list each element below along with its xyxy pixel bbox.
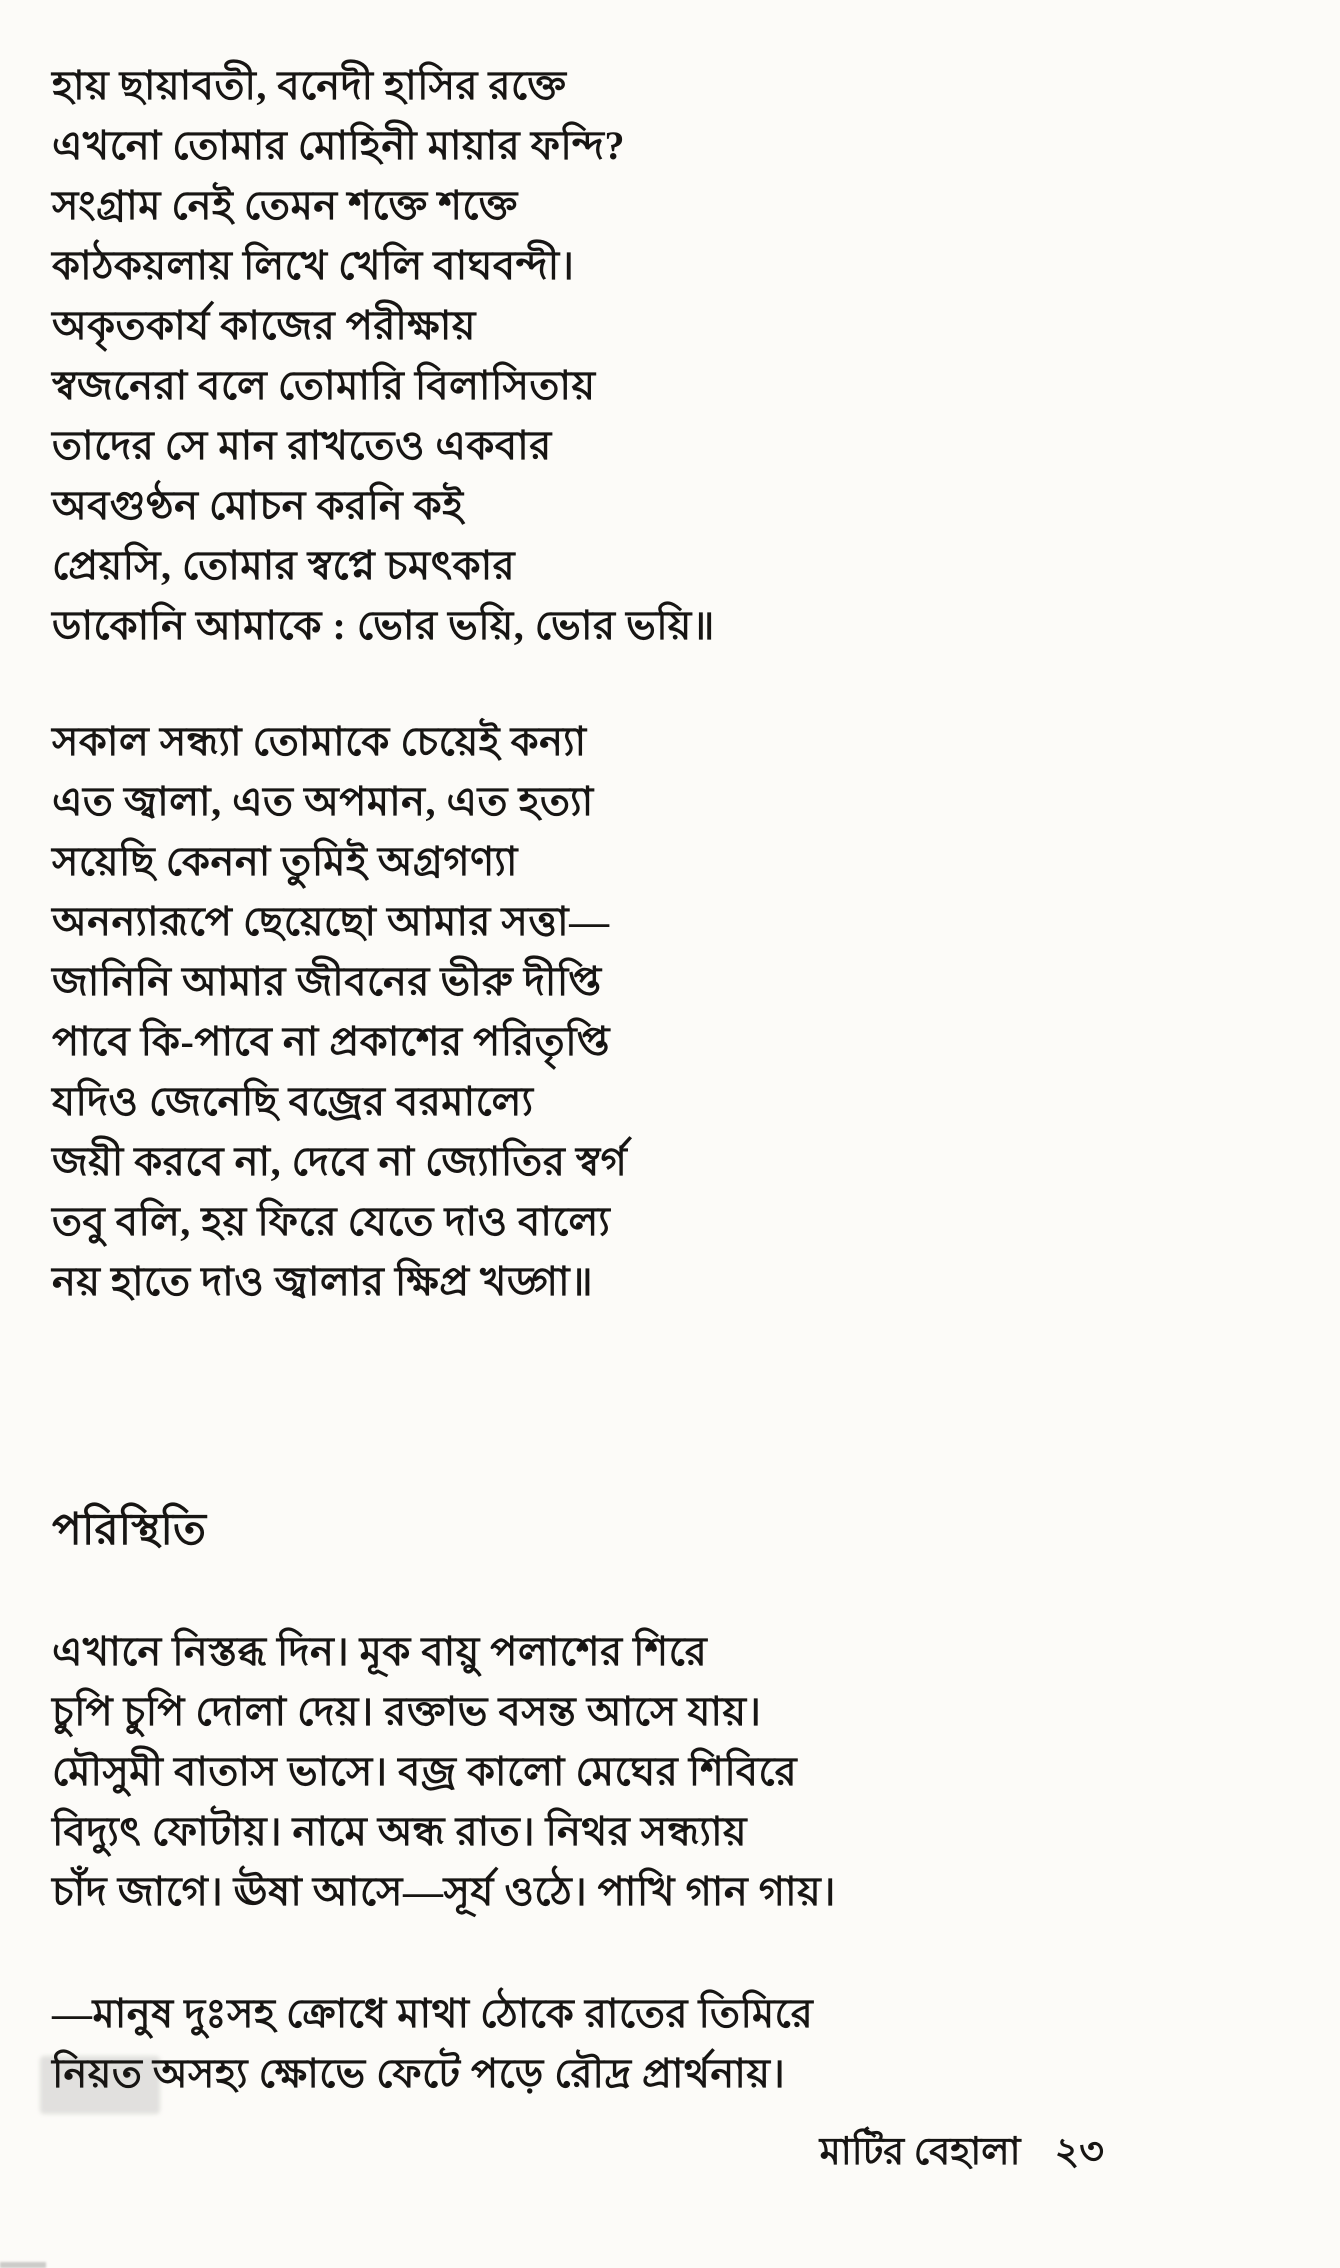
paristhiti-stanza-1: [52, 1622, 1012, 1922]
poem-line: তবু বলি, হয় ফিরে যেতে দাও বাল্যে: [52, 1199, 611, 1244]
poem-line: এখনো তোমার মোহিনী মায়ার ফন্দি?: [52, 123, 625, 168]
poem-line: এত জ্বালা, এত অপমান, এত হত্যা: [52, 779, 594, 824]
poem-title: পরিস্থিতি: [52, 1505, 206, 1554]
poem-line: অনন্যারূপে ছেয়েছো আমার সত্তা—: [52, 899, 610, 944]
book-title: মাটির বেহালা: [819, 2131, 1021, 2173]
paristhiti-stanza-2: [52, 1984, 1012, 2104]
poem-top-stanza-2: [52, 712, 1012, 1312]
poem-line: সংগ্রাম নেই তেমন শক্তে শক্তে: [52, 183, 518, 228]
poem-line: সয়েছি কেননা তুমিই অগ্রগণ্যা: [52, 839, 518, 884]
poem-line: নিয়ত অসহ্য ক্ষোভে ফেটে পড়ে রৌদ্র প্রার্থনায়।: [52, 2051, 786, 2096]
poem-top-stanza-1: [52, 56, 1012, 656]
poem-line: চুপি চুপি দোলা দেয়। রক্তাভ বসন্ত আসে যায়।: [52, 1689, 762, 1734]
poem-line: পাবে কি-পাবে না প্রকাশের পরিতৃপ্তি: [52, 1019, 611, 1064]
poem-line: মৌসুমী বাতাস ভাসে। বজ্র কালো মেঘের শিবিরে: [52, 1749, 798, 1794]
poem-line: স্বজনেরা বলে তোমারি বিলাসিতায়: [52, 363, 596, 408]
poem-line: —মানুষ দুঃসহ ক্রোধে মাথা ঠোকে রাতের তিমিরে: [52, 1991, 814, 2036]
poem-line: জানিনি আমার জীবনের ভীরু দীপ্তি: [52, 959, 602, 1004]
poem-line: তাদের সে মান রাখতেও একবার: [52, 423, 552, 468]
poem-line: জয়ী করবে না, দেবে না জ্যোতির স্বর্গ: [52, 1139, 628, 1184]
poem-line: কাঠকয়লায় লিখে খেলি বাঘবন্দী।: [52, 243, 575, 288]
poem-line: প্রেয়সি, তোমার স্বপ্নে চমৎকার: [52, 543, 516, 588]
poem-line: অবগুণ্ঠন মোচন করনি কই: [52, 483, 464, 528]
poem-line: ডাকোনি আমাকে : ভোর ভয়ি, ভোর ভয়ি॥: [52, 603, 715, 648]
poem-line: অকৃতকার্য কাজের পরীক্ষায়: [52, 303, 476, 348]
page-footer: [820, 2128, 1104, 2176]
poem-line: এখানে নিস্তব্ধ দিন। মূক বায়ু পলাশের শিরে: [52, 1629, 708, 1674]
poem-line: সকাল সন্ধ্যা তোমাকে চেয়েই কন্যা: [52, 719, 587, 764]
page-number: ২৩: [1054, 2131, 1104, 2173]
scan-edge-artifact: [0, 2262, 46, 2268]
poem-line: হায় ছায়াবতী, বনেদী হাসির রক্তে: [52, 63, 567, 108]
poem-line: যদিও জেনেছি বজ্রের বরমাল্যে: [52, 1079, 534, 1124]
poem-line: বিদ্যুৎ ফোটায়। নামে অন্ধ রাত। নিথর সন্ধ্যায়: [52, 1809, 748, 1854]
poem-line: নয় হাতে দাও জ্বালার ক্ষিপ্র খড্গা॥: [52, 1259, 594, 1304]
poem-line: চাঁদ জাগে। ঊষা আসে—সূর্য ওঠে। পাখি গান গায়।: [52, 1869, 836, 1914]
